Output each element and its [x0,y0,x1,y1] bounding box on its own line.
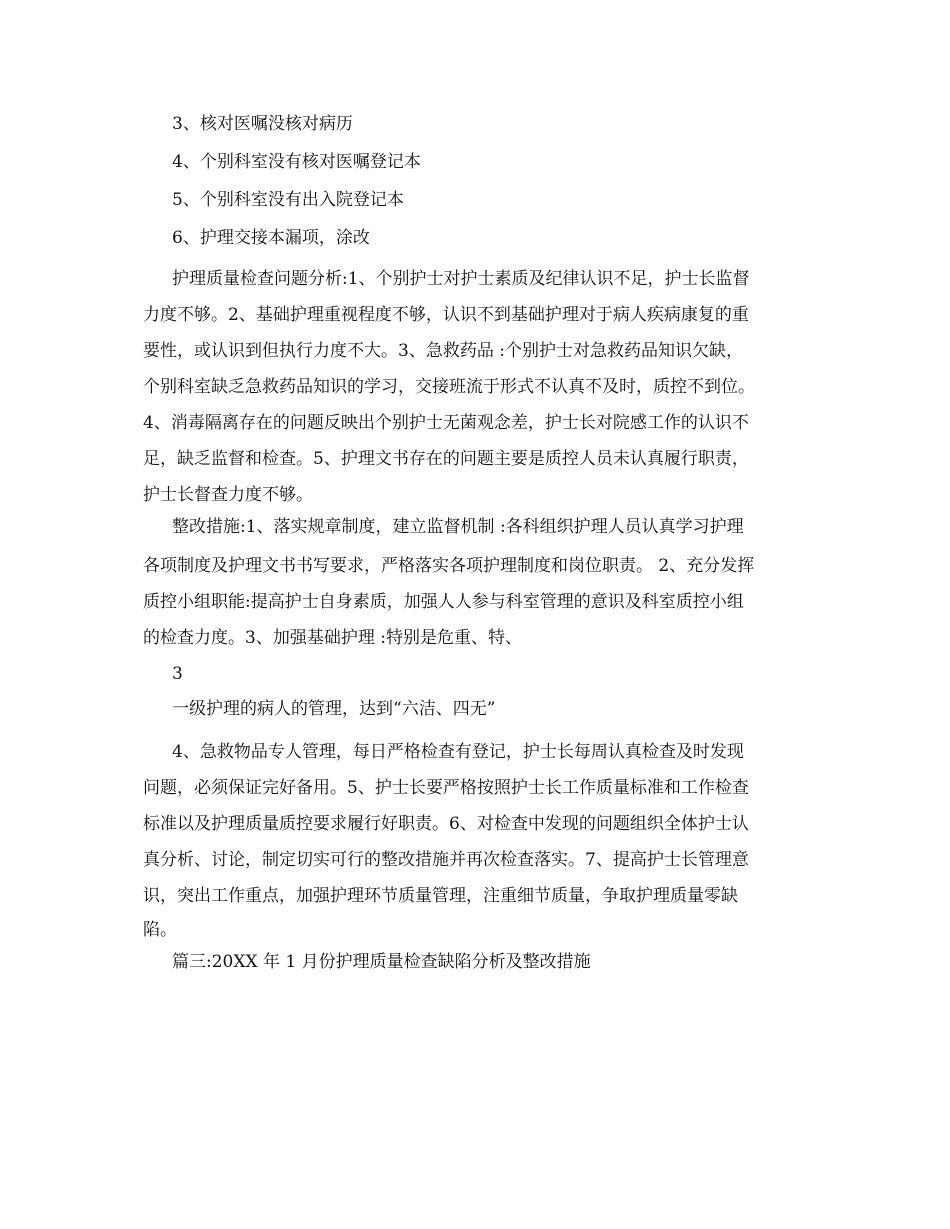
paragraph-line: 真分析、讨论，制定切实可行的整改措施并再次检查落实。7、提高护士长管理意 [143,850,749,870]
paragraph-line: 要性，或认识到但执行力度不大。3、急救药品 :个别护士对急救药品知识欠缺， [143,341,743,361]
paragraph-line: 个别科室缺乏急救药品知识的学习，交接班流于形式不认真不及时，质控不到位。 [143,377,755,397]
paragraph-line: 4、消毒隔离存在的问题反映出个别护士无菌观念差，护士长对院感工作的认识不 [143,413,749,433]
list-item: 6、护理交接本漏项，涂改 [172,228,370,248]
paragraph-line: 护士长督查力度不够。 [143,485,313,505]
paragraph-line: 识，突出工作重点，加强护理环节质量管理，注重细节质量，争取护理质量零缺 [143,886,738,906]
list-item: 4、个别科室没有核对医嘱登记本 [172,152,421,172]
page-number: 3 [172,664,183,684]
paragraph-line: 陷。 [143,920,177,940]
continuation-line: 一级护理的病人的管理，达到“六洁、四无” [172,699,496,719]
paragraph-line: 各项制度及护理文书书写要求，严格落实各项护理制度和岗位职责。 2、充分发挥 [143,556,755,576]
paragraph-line: 整改措施:1、落实规章制度，建立监督机制 :各科组织护理人员认真学习护理 [172,517,744,537]
section-heading: 篇三:20XX 年 1 月份护理质量检查缺陷分析及整改措施 [172,952,591,972]
paragraph-line: 标准以及护理质量质控要求履行好职责。6、对检查中发现的问题组织全体护士认 [143,814,749,834]
list-item: 3、核对医嘱没核对病历 [172,114,353,134]
list-item: 5、个别科室没有出入院登记本 [172,190,404,210]
paragraph-line: 护理质量检查问题分析:1、个别护士对护士素质及纪律认识不足，护士长监督 [172,269,750,289]
paragraph-line: 问题，必须保证完好备用。5、护士长要严格按照护士长工作质量标准和工作检查 [143,778,749,798]
paragraph-line: 质控小组职能:提高护士自身素质，加强人人参与科室管理的意识及科室质控小组 [143,592,744,612]
paragraph-line: 4、急救物品专人管理，每日严格检查有登记，护士长每周认真检查及时发现 [172,742,744,762]
paragraph-line: 的检查力度。3、加强基础护理 :特别是危重、特、 [143,628,522,648]
paragraph-line: 足，缺乏监督和检查。5、护理文书存在的问题主要是质控人员未认真履行职责， [143,449,749,469]
paragraph-line: 力度不够。2、基础护理重视程度不够，认识不到基础护理对于病人疾病康复的重 [143,305,749,325]
